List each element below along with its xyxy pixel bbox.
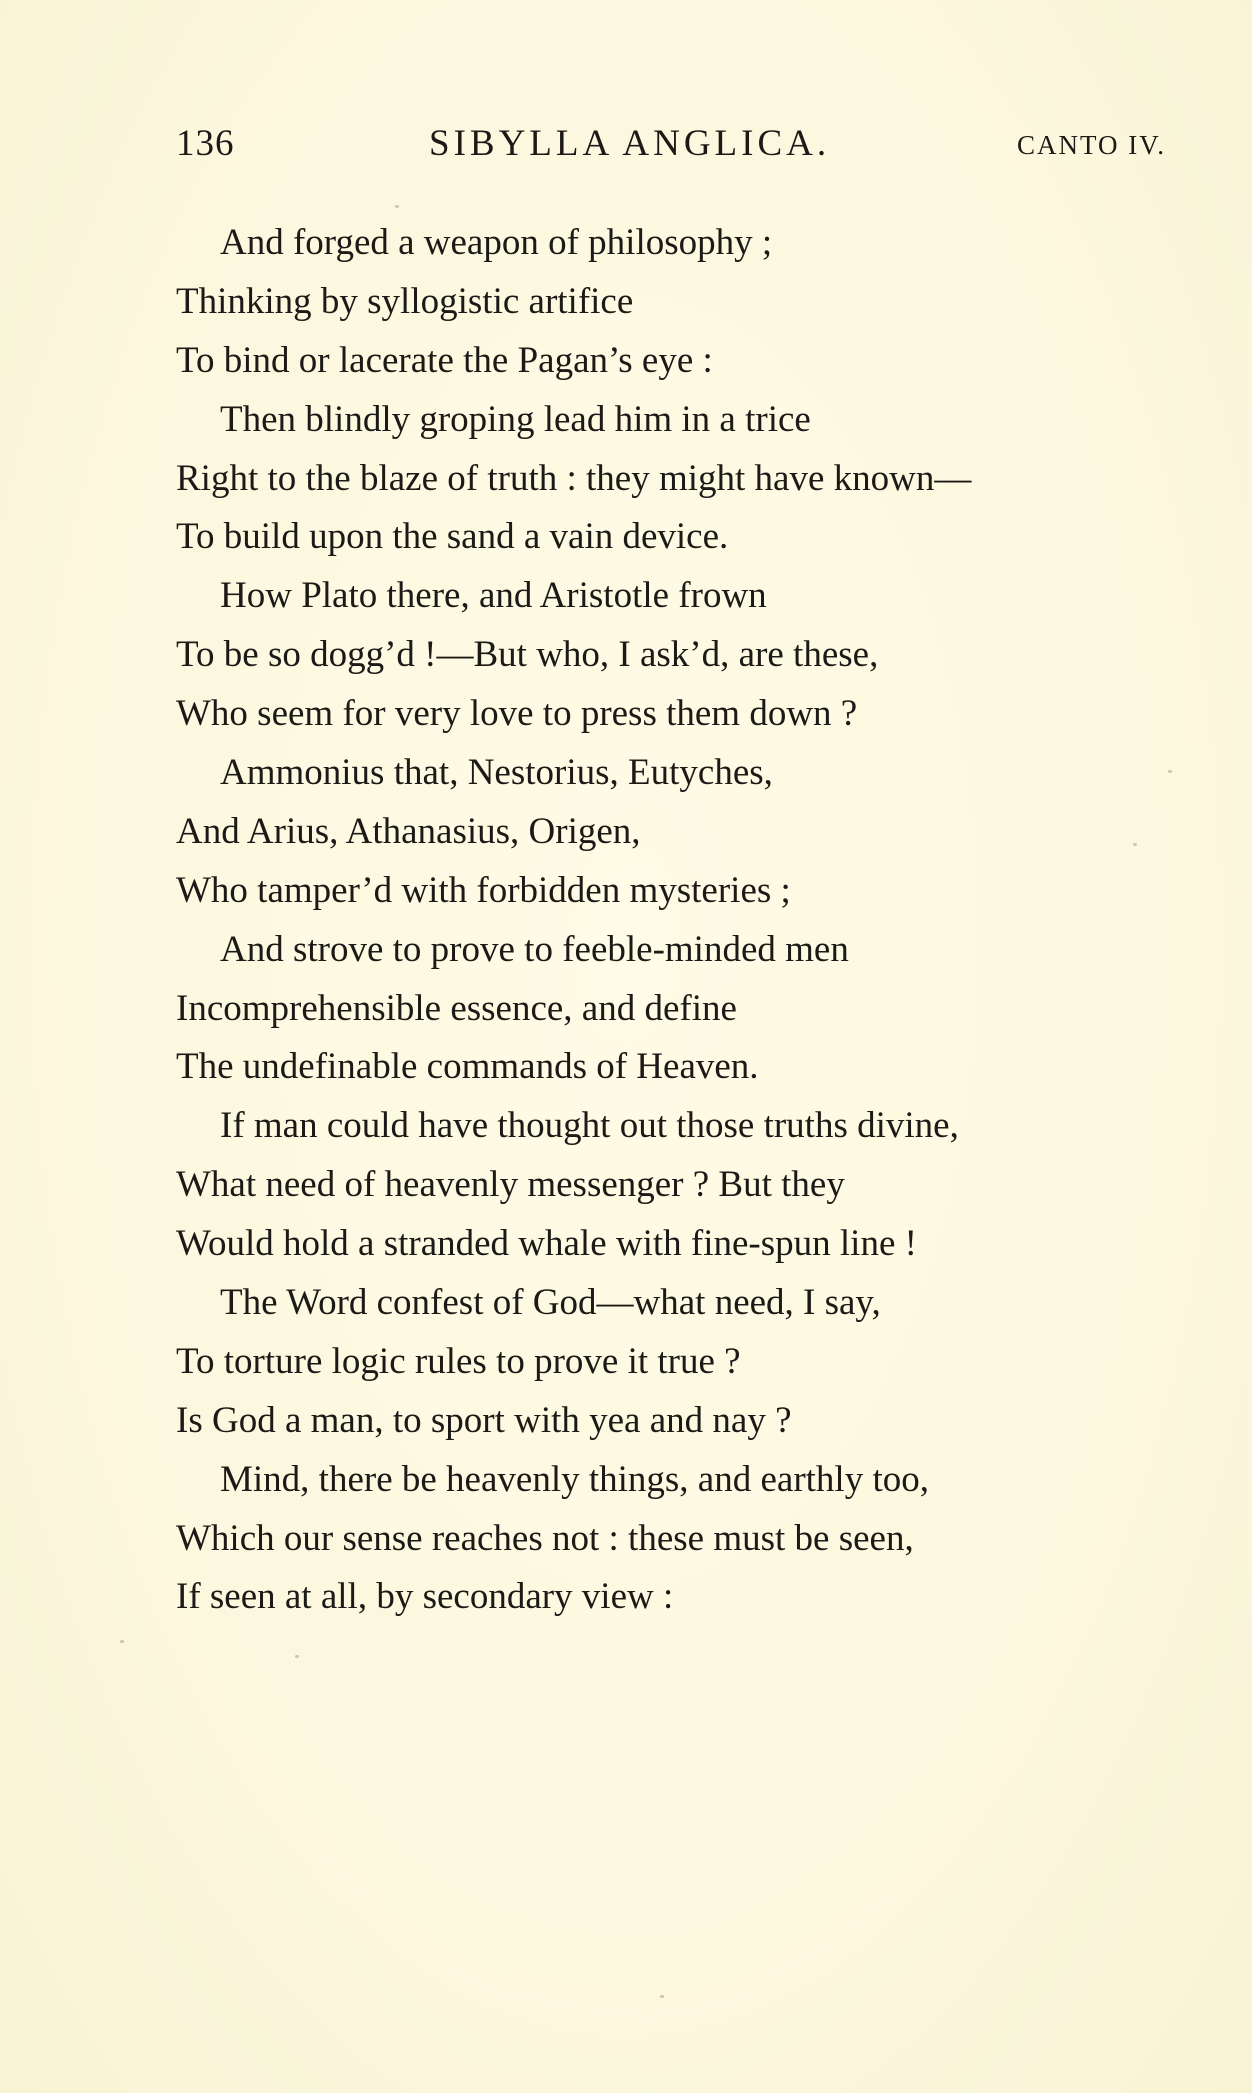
poem-line: Would hold a stranded whale with fine-spun line ! <box>176 1223 917 1265</box>
poem-line: To build upon the sand a vain device. <box>176 516 729 558</box>
poem-line: The Word confest of God—what need, I say, <box>220 1282 881 1324</box>
poem-line: If man could have thought out those truths divine, <box>220 1105 959 1147</box>
poem-line: How Plato there, and Aristotle frown <box>220 575 767 617</box>
poem-line: Incomprehensible essence, and define <box>176 987 737 1029</box>
poem-line: And Arius, Athanasius, Origen, <box>176 810 641 852</box>
poem-text <box>176 214 1176 1627</box>
poem-line: Who seem for very love to press them down ? <box>176 693 858 735</box>
running-head <box>176 122 1166 178</box>
page-number: 136 <box>176 123 235 164</box>
paper-speck <box>1133 843 1137 846</box>
paper-speck <box>395 205 399 208</box>
poem-line: To be so dogg’d !—But who, I ask’d, are these, <box>176 634 879 676</box>
poem-line: Which our sense reaches not : these must be seen, <box>176 1517 914 1559</box>
poem-line: Is God a man, to sport with yea and nay ? <box>176 1399 792 1441</box>
paper-speck <box>660 1995 664 1998</box>
poem-line: And forged a weapon of philosophy ; <box>220 222 773 263</box>
poem-line: What need of heavenly messenger ? But they <box>176 1164 845 1206</box>
poem-line: The undefinable commands of Heaven. <box>176 1046 759 1088</box>
paper-speck <box>120 1640 124 1643</box>
paper-speck <box>1168 770 1172 773</box>
paper-speck <box>295 1655 299 1658</box>
poem-line: To torture logic rules to prove it true ? <box>176 1340 741 1382</box>
poem-line: Ammonius that, Nestorius, Eutyches, <box>220 752 773 794</box>
poem-line: Thinking by syllogistic artifice <box>176 280 634 322</box>
poem-line: Then blindly groping lead him in a trice <box>220 398 811 440</box>
canto-label: CANTO IV. <box>1016 130 1166 160</box>
poem-line: To bind or lacerate the Pagan’s eye : <box>176 339 713 381</box>
poem-line: Mind, there be heavenly things, and earthly too, <box>220 1458 929 1500</box>
book-title: SIBYLLA ANGLICA. <box>429 123 831 164</box>
poem-line: Right to the blaze of truth : they might have known— <box>176 457 972 499</box>
poem-line: And strove to prove to feeble-minded men <box>220 928 849 970</box>
poem-line: If seen at all, by secondary view : <box>176 1576 674 1618</box>
poem-line: Who tamper’d with forbidden mysteries ; <box>176 869 791 911</box>
